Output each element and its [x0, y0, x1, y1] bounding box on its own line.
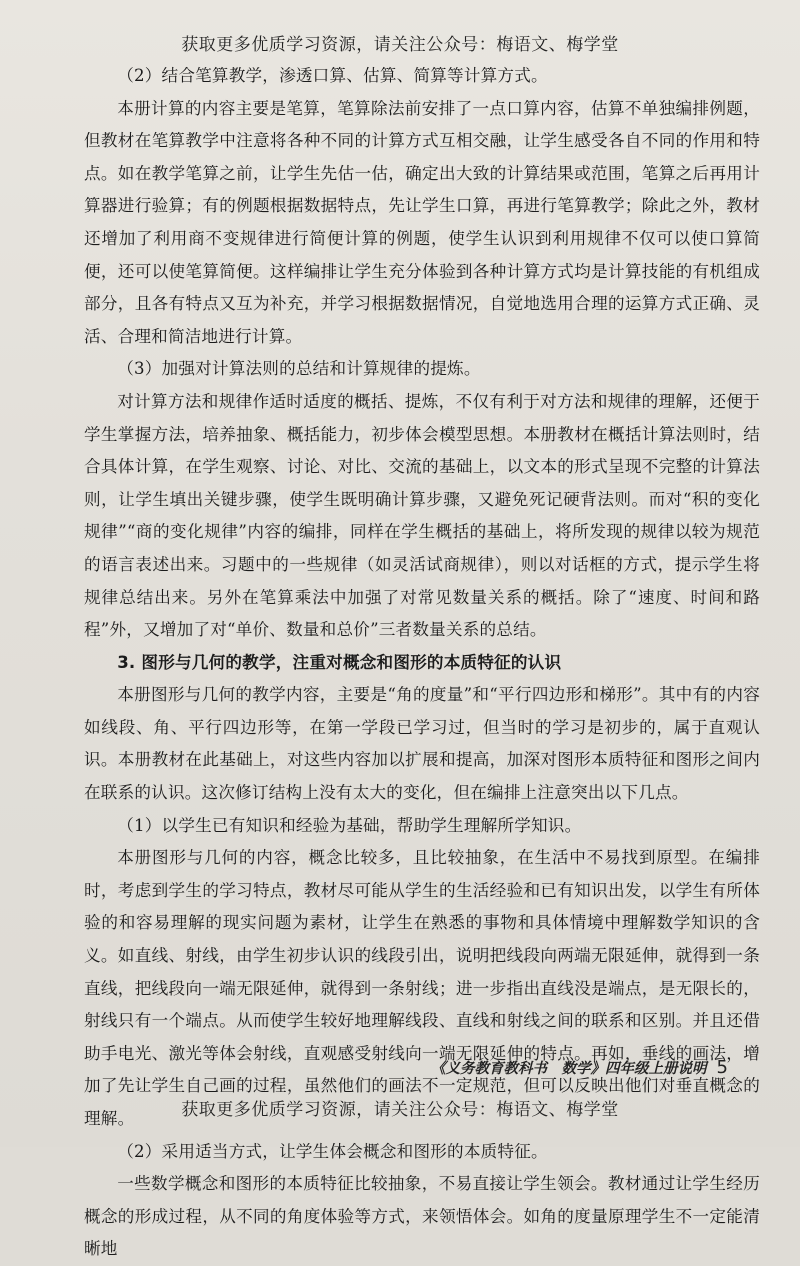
page-footer — [431, 1057, 728, 1078]
paragraph: 本册图形与几何的内容，概念比较多，且比较抽象，在生活中不易找到原型。在编排时，考虑到学生的学习特点，教材尽可能从学生的生活经验和已有知识出发，以学生有所体验的和容易理解的现实问题为素材，让学生在熟悉的事物和具体情境中理解数学知识的含义。如直线、射线，由学生初步认识的线段引出，说明把线段向两端无限延伸，就得到一条直线，把线段向一端无限延伸，就得到一条射线；进一步指出直线没是端点，是无限长的，射线只有一个端点。从而使学生较好地理解线段、直线和射线之间的联系和区别。并且还借助手电光、激光等体会射线，直观感受射线向一端无限延伸的特点。再如，垂线的画法，增加了先让学生自己画的过程，虽然他们的画法不一定规范，但可以反映出他们对垂直概念的理解。 — [84, 848, 760, 1128]
paragraph-subheading-1: （1）以学生已有知识和经验为基础，帮助学生理解所学知识。 — [117, 815, 582, 835]
paragraph-subheading-2: （2）结合笔算教学，渗透口算、估算、简算等计算方式。 — [117, 66, 548, 85]
paragraph: 本册图形与几何的教学内容，主要是“角的度量”和“平行四边形和梯形”。其中有的内容如线段、角、平行四边形等，在第一学段已学习过，但当时的学习是初步的，属于直观认识。本册教材在此基础上，对这些内容加以扩展和提高，加深对图形本质特征和图形之间内在联系的认识。这次修订结构上没有太大的变化，但在编排上注意突出以下几点。 — [84, 685, 760, 803]
paragraph: 本册计算的内容主要是笔算，笔算除法前安排了一点口算内容，估算不单独编排例题，但教材在笔算教学中注意将各种不同的计算方式互相交融，让学生感受各自不同的作用和特点。如在教学笔算之前，让学生先估一估，确定出大致的计算结果或范围，笔算之后再用计算器进行验算；有的例题根据数据特点，先让学生口算，再进行笔算教学；除此之外，教材还增加了利用商不变规律进行简便计算的例题，使学生认识到利用规律不仅可以使口算简便，还可以使笔算简便。这样编排让学生充分体验到各种计算方式均是计算技能的有机组成部分，且各有特点又互为补充，并学习根据数据情况，自觉地选用合理的运算方式正确、灵活、合理和简洁地进行计算。 — [84, 98, 760, 346]
paragraph: 对计算方法和规律作适时适度的概括、提炼，不仅有利于对方法和规律的理解，还便于学生掌握方法，培养抽象、概括能力，初步体会模型思想。本册教材在概括计算法则时，结合具体计算，在学生观察、讨论、对比、交流的基础上，以文本的形式呈现不完整的计算法则，让学生填出关键步骤，使学生既明确计算步骤，又避免死记硬背法则。而对“积的变化规律”“商的变化规律”内容的编排，同样在学生概括的基础上，将所发现的规律以较为规范的语言表述出来。习题中的一些规律（如灵活试商规律），则以对话框的方式，提示学生将规律总结出来。另外在笔算乘法中加强了对常见数量关系的概括。除了“速度、时间和路程”外，又增加了对“单价、数量和总价”三者数量关系的总结。 — [84, 391, 760, 640]
paragraph-subheading-3: （3）加强对计算法则的总结和计算规律的提炼。 — [117, 359, 481, 379]
book-title: 《义务教育教科书 数学》四年级上册说明 — [431, 1060, 707, 1077]
paragraph: 一些数学概念和图形的本质特征比较抽象，不易直接让学生领会。教材通过让学生经历概念的形成过程，从不同的角度体验等方式，来领悟体会。如角的度量原理学生不一定能清晰地 — [84, 1174, 760, 1259]
watermark-top: 获取更多优质学习资源，请关注公众号：梅语文、梅学堂 — [181, 35, 619, 55]
section-heading: 3. 图形与几何的教学，注重对概念和图形的本质特征的认识 — [117, 652, 562, 672]
watermark-bottom: 获取更多优质学习资源，请关注公众号：梅语文、梅学堂 — [181, 1100, 619, 1120]
page-number: 5 — [716, 1057, 728, 1078]
paragraph-subheading-2b: （2）采用适当方式，让学生体会概念和图形的本质特征。 — [117, 1141, 548, 1161]
page-body — [84, 60, 760, 1266]
